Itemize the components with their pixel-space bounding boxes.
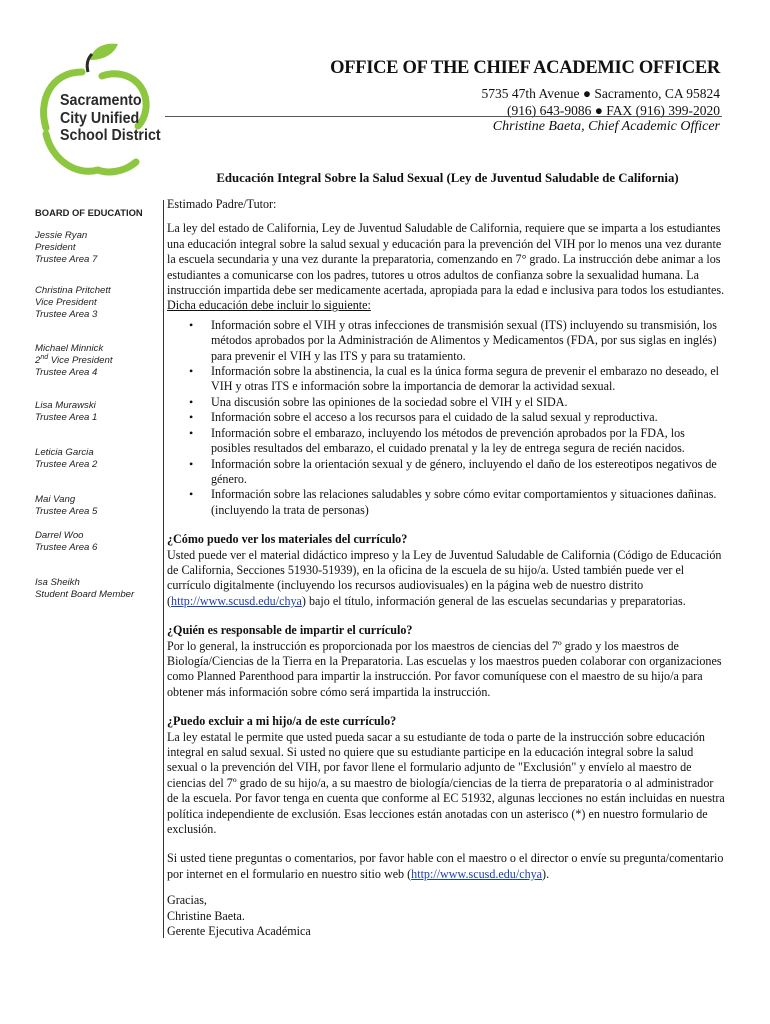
- header-divider: [165, 116, 722, 117]
- member-name: Mai Vang: [35, 494, 76, 505]
- member-name: Jessie Ryan: [35, 230, 88, 241]
- logo-line-2: City Unified: [60, 109, 140, 127]
- closing-text-part: Si usted tiene preguntas o comentarios, por favor hable con el maestro o el director o envíe su pregunta/comentario por internet en el formulario en nuestro sitio web (: [167, 851, 724, 881]
- role-number: 2: [35, 355, 41, 366]
- logo-line-3: School District: [60, 127, 161, 144]
- curriculum-link[interactable]: http://www.scusd.edu/chya: [171, 593, 302, 608]
- board-member: [35, 230, 160, 266]
- office-address: 5735 47th Avenue ● Sacramento, CA 95824: [481, 86, 720, 101]
- board-member: [35, 447, 160, 471]
- member-role: [35, 355, 160, 367]
- member-area: Trustee Area 6: [35, 542, 98, 553]
- signature-block: [167, 893, 727, 939]
- member-area: Trustee Area 5: [35, 506, 98, 517]
- sidebar-divider: [163, 200, 164, 938]
- intro-text: La ley del estado de California, Ley de Juventud Saludable de California, requiere que se imparta a los estudiantes una educación integral sobre la salud sexual y educación para la prevención del VIH por lo menos una vez durante la escuela secundaria y una vez durante la preparatoria, comenzando en 7° grado. La instrucción debe animar a los estudiantes a comunicarse con los padres, tutores u otros adultos de confianza sobre la sexualidad humana. La instrucción impartida debe ser medicamente acertada, apropiada para la edad e inclusiva para todos los estudiantes.: [167, 221, 725, 298]
- section-heading: ¿Puedo excluir a mi hijo/a de este currículo?: [167, 714, 397, 729]
- logo-wordmark: [60, 92, 161, 145]
- requirements-list: [167, 318, 727, 518]
- list-item: • Información sobre el VIH y otras infecciones de transmisión sexual (ITS) incluyendo su transmisión, los métodos aprobados por la Administración de Alimentos y Medicamentos (FDA, por sus siglas en inglés) para prevenir el VIH y las ITS y para su tratamiento.: [211, 318, 727, 364]
- member-name: Lisa Murawski: [35, 400, 96, 411]
- member-name: Isa Sheikh: [35, 577, 80, 588]
- section-text: [167, 548, 727, 610]
- intro-paragraph: [167, 221, 727, 313]
- member-name: Leticia Garcia: [35, 447, 94, 458]
- apple-leaf-icon: [90, 44, 118, 60]
- board-member: [35, 494, 160, 518]
- section-heading: ¿Quién es responsable de impartir el currículo?: [167, 623, 413, 638]
- list-item: • Información sobre el embarazo, incluyendo los métodos de prevención aprobados por la FDA, los posibles resultados del embarazo, el cuidado prenatal y la ley de entrega segura de recién nacidos.: [211, 426, 727, 457]
- board-member: [35, 530, 160, 554]
- list-item: • Información sobre la orientación sexual y de género, incluyendo el daño de los estereotipos negativos de género.: [211, 457, 727, 488]
- section-opt-out: [167, 714, 727, 837]
- member-name: Christina Pritchett: [35, 285, 111, 296]
- list-item: • Información sobre las relaciones saludables y sobre cómo evitar comportamientos y situaciones dañinas. (incluyendo la trata de personas): [211, 487, 727, 518]
- signoff-thanks: Gracias,: [167, 893, 207, 908]
- website-link[interactable]: http://www.scusd.edu/chya: [411, 866, 543, 881]
- member-name: Michael Minnick: [35, 343, 104, 354]
- signoff-name: Christine Baeta.: [167, 908, 245, 923]
- member-role: President: [35, 242, 76, 253]
- member-area: Trustee Area 7: [35, 254, 98, 265]
- section-who-teaches: [167, 623, 727, 700]
- section-text: La ley estatal le permite que usted pueda sacar a su estudiante de toda o parte de la instrucción sobre educación integral en salud sexual. Si usted no quiere que su estudiante participe en la educación integral sobre la salud sexual o la prevención del VIH, por favor llene el formulario adjunto de "Exclusión" y envíelo al maestro de ciencias del 7º grado de su hijo/a, a su maestro de biología/ciencias de la tierra de preparatoria o al administrador de la escuela. Por favor tenga en cuenta que conforme al EC 51932, algunas lecciones no están incluidas en nuestra política independiente de exclusión. Esas lecciones están anotadas con un asterisco (*) en nuestro formulario de exclusión.: [167, 729, 725, 837]
- salutation: Estimado Padre/Tutor:: [167, 197, 277, 211]
- member-area: Trustee Area 2: [35, 459, 98, 470]
- list-item: • Información sobre el acceso a los recursos para el cuidado de la salud sexual y reproductiva.: [211, 410, 727, 425]
- board-heading: BOARD OF EDUCATION: [35, 207, 143, 218]
- member-area: Trustee Area 4: [35, 367, 98, 378]
- section-text: Por lo general, la instrucción es proporcionada por los maestros de ciencias del 7º grado y los maestros de Biología/Ciencias de la Tierra en la Preparatoria. Las escuelas y los maestros pueden colaborar con organizaciones como Planned Parenthood para impartir la instrucción. Por favor comuníquese con el maestro de su hijo/a para obtener más información sobre cómo será impartida la instrucción.: [167, 638, 722, 699]
- document-title: Educación Integral Sobre la Salud Sexual (Ley de Juventud Saludable de California): [216, 171, 679, 185]
- board-member: [35, 400, 160, 424]
- member-name: Darrel Woo: [35, 530, 84, 541]
- apple-stem-icon: [87, 54, 92, 72]
- board-member: [35, 285, 160, 321]
- role-ordinal: nd: [40, 353, 49, 361]
- list-item: • Una discusión sobre las opiniones de la sociedad sobre el VIH y el SIDA.: [211, 395, 727, 410]
- member-area: Student Board Member: [35, 589, 135, 600]
- section-text-part: ) bajo el título, información general de las escuelas secundarias y preparatorias.: [301, 593, 686, 608]
- logo-line-1: Sacramento: [60, 92, 142, 109]
- letterhead: [330, 58, 720, 119]
- board-member: [35, 577, 160, 601]
- board-sidebar: [35, 207, 160, 601]
- section-closing: [167, 851, 727, 882]
- member-area: Trustee Area 1: [35, 412, 98, 423]
- letter-body: [167, 197, 727, 939]
- office-title: OFFICE OF THE CHIEF ACADEMIC OFFICER: [330, 58, 720, 78]
- section-view-materials: [167, 532, 727, 609]
- closing-text-part: ).: [542, 866, 550, 881]
- intro-underlined: Dicha educación debe incluir lo siguiente:: [167, 298, 371, 313]
- office-phone: (916) 643-9086 ● FAX (916) 399-2020: [506, 103, 720, 118]
- role-title: Vice President: [48, 355, 113, 366]
- closing-text: [167, 851, 727, 882]
- chief-academic-officer: Christine Baeta, Chief Academic Officer: [492, 119, 720, 134]
- signoff-title: Gerente Ejecutiva Académica: [167, 924, 311, 939]
- section-text-part: Usted puede ver el material didáctico impreso y la Ley de Juventud Saludable de California (Código de Educación de California, Secciones 51930-51939), en la oficina de la escuela de su hijo/a. Usted también puede ver el currículo digitalmente (incluyendo los recursos audiovisuales) en la página web de nuestro distrito (: [167, 547, 722, 608]
- board-member: [35, 343, 160, 379]
- member-role: Vice President: [35, 297, 97, 308]
- member-area: Trustee Area 3: [35, 309, 98, 320]
- section-heading: ¿Cómo puedo ver los materiales del currículo?: [167, 532, 408, 547]
- list-item: • Información sobre la abstinencia, la cual es la única forma segura de prevenir el embarazo no deseado, el VIH y otras ITS e información sobre la importancia de demorar la actividad sexual.: [211, 364, 727, 395]
